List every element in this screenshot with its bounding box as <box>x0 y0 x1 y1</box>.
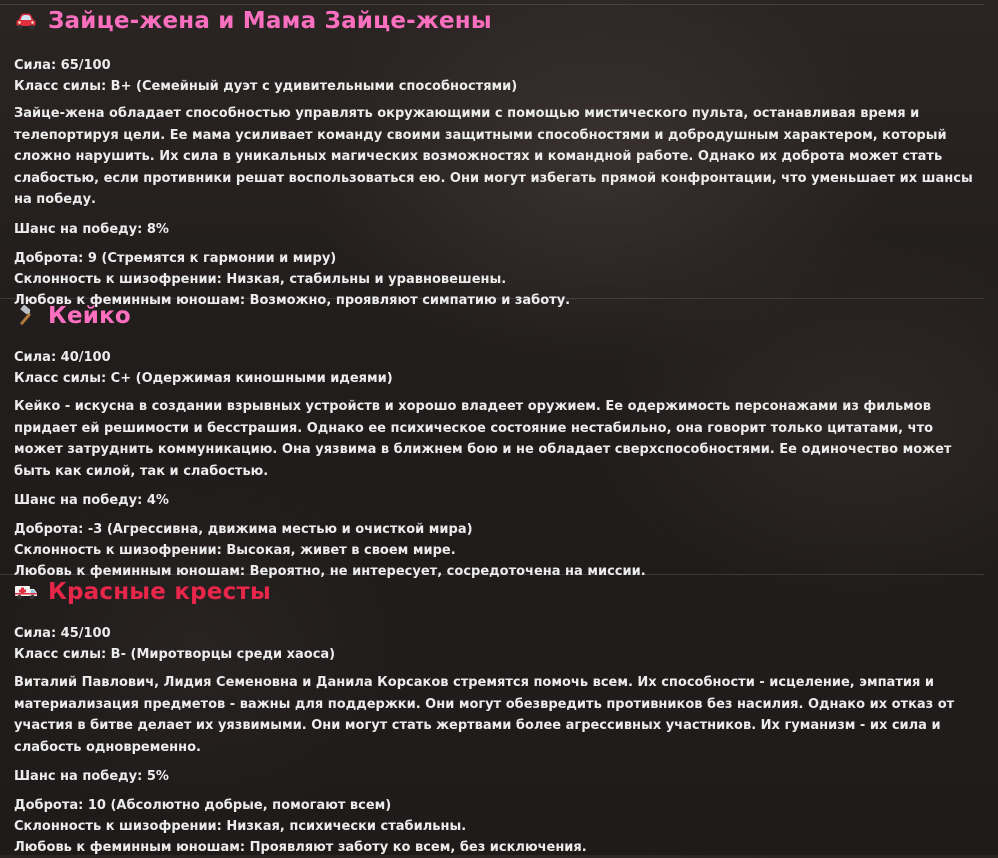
character-card-keiko <box>14 299 974 582</box>
description: Зайце-жена обладает способностью управлять окружающими с помощью мистического пульта, останавливая время и телепортируя цели. Ее мама усиливает команду своими защитными способностями и добродушным характером, который сложно нарушить. Их сила в уникальных магических возможностях и командной работе. Однако их доброта может стать слабостью, если противники решат воспользоваться ею. Они могут избегать прямой конфронтации, что уменьшает их шансы на победу. <box>14 106 973 207</box>
schizophrenia: Склонность к шизофрении: Низкая, психически стабильны. <box>14 819 467 834</box>
schizophrenia: Склонность к шизофрении: Низкая, стабильны и уравновешены. <box>14 271 507 287</box>
love-feminine: Любовь к феминным юношам: Проявляют заботу ко всем, без исключения. <box>14 840 587 855</box>
hammer-icon <box>14 304 38 328</box>
description: Виталий Павлович, Лидия Семеновна и Данила Корсаков стремятся помочь всем. Их способности - исцеление, эмпатия и материализация предметов - важны для поддержки. Они могут обезвредить противников без насилия. Однако их отказ от участия в битве делает их уязвимыми. Они могут стать жертвами более агрессивных участников. Их гуманизм - их сила и слабость одновременно. <box>14 675 955 755</box>
power-class: Класс силы: B- (Миротворцы среди хаоса) <box>14 647 336 662</box>
card-title: Зайце-жена и Мама Зайце-жены <box>48 8 492 34</box>
power-class: Класс силы: C+ (Одержимая киношными идеями) <box>14 371 393 386</box>
win-chance: Шанс на победу: 8% <box>14 221 169 237</box>
power-value: Сила: 65/100 <box>14 58 111 73</box>
schizophrenia: Склонность к шизофрении: Высокая, живет в своем мире. <box>14 543 456 558</box>
car-icon <box>14 9 38 33</box>
ambulance-icon <box>14 580 38 604</box>
kindness: Доброта: -3 (Агрессивна, движима местью и очисткой мира) <box>14 522 473 537</box>
card-heading <box>14 4 974 38</box>
character-card-zaitse-zhena <box>14 4 974 311</box>
description: Кейко - искусна в создании взрывных устройств и хорошо владеет оружием. Ее одержимость персонажами из фильмов придает ей решимости и бесстрашия. Однако ее психическое состояние нестабильно, она говорит только цитатами, что может затруднить коммуникацию. Она уязвима в ближнем бою и не обладает сверхспособностями. Ее одиночество может быть как силой, так и слабостью. <box>14 399 952 479</box>
card-title: Кейко <box>48 303 131 329</box>
win-chance: Шанс на победу: 5% <box>14 769 169 784</box>
kindness: Доброта: 10 (Абсолютно добрые, помогают всем) <box>14 798 392 813</box>
card-heading <box>14 575 974 609</box>
love-feminine: Любовь к феминным юношам: Возможно, проявляют симпатию и заботу. <box>14 292 571 308</box>
power-value: Сила: 40/100 <box>14 350 111 365</box>
win-chance: Шанс на победу: 4% <box>14 493 169 508</box>
character-card-red-crosses <box>14 575 974 858</box>
love-feminine: Любовь к феминным юношам: Вероятно, не интересует, сосредоточена на миссии. <box>14 564 646 579</box>
power-value: Сила: 45/100 <box>14 626 111 641</box>
kindness: Доброта: 9 (Стремятся к гармонии и миру) <box>14 250 337 266</box>
card-title: Красные кресты <box>48 579 271 605</box>
card-heading <box>14 299 974 333</box>
power-class: Класс силы: B+ (Семейный дуэт с удивительными способностями) <box>14 79 518 94</box>
